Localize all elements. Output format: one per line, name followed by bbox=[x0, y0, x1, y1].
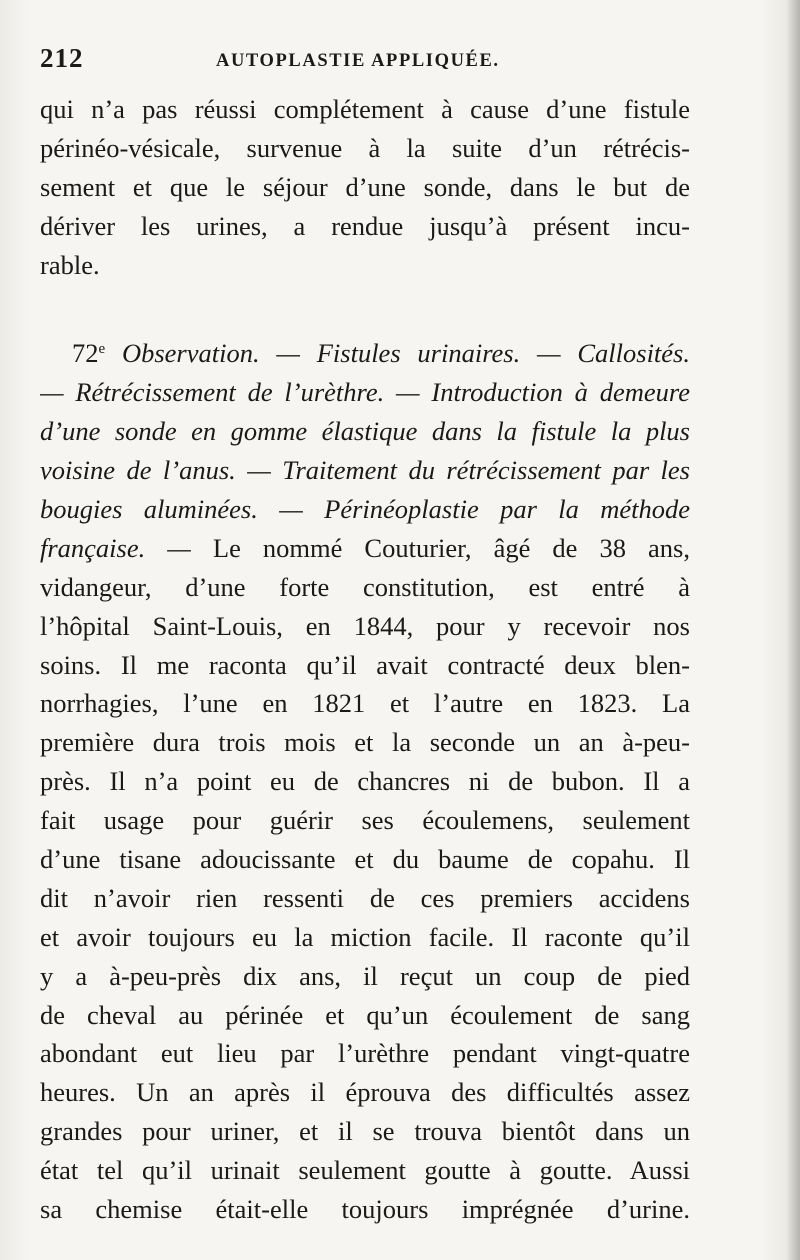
observation-italic-end: française. — bbox=[40, 532, 191, 563]
observation-italic-line: voisine de l’anus. — Traitement du rétrécissement par les bbox=[40, 455, 690, 486]
text-line: près. Il n’a point eu de chancres ni de bubon. Il a bbox=[40, 766, 690, 797]
text-line: et avoir toujours eu la miction facile. Il raconte qu’il bbox=[40, 921, 690, 952]
text-line: sa chemise était-elle toujours imprégnée d’urine. bbox=[40, 1194, 690, 1225]
text-line: première dura trois mois et la seconde un an à-peu- bbox=[40, 727, 690, 758]
text-line: fait usage pour guérir ses écoulemens, seulement bbox=[40, 805, 690, 836]
running-title: AUTOPLASTIE APPLIQUÉE. bbox=[216, 51, 500, 71]
text-line: grandes pour uriner, et il se trouva bientôt dans un bbox=[40, 1116, 690, 1147]
text-line: heures. Un an après il éprouva des difficultés assez bbox=[40, 1077, 690, 1108]
observation-mixed-line bbox=[40, 529, 690, 568]
text-line: norrhagies, l’une en 1821 et l’autre en 1823. La bbox=[40, 688, 690, 719]
text-line: vidangeur, d’une forte constitution, est entré à bbox=[40, 571, 690, 602]
observation-heading-line bbox=[40, 334, 690, 373]
text-line: sement et que le séjour d’une sonde, dans le but de bbox=[40, 171, 690, 202]
observation-italic-line: bougies aluminées. — Périnéoplastie par la méthode bbox=[40, 494, 690, 525]
text-block bbox=[40, 90, 690, 1229]
text-line: dériver les urines, a rendue jusqu’à présent incu- bbox=[40, 210, 690, 241]
text-line: d’une tisane adoucissante et du baume de copahu. Il bbox=[40, 844, 690, 875]
observation-heading: Observation. — Fistules urinaires. — Callosités. bbox=[121, 338, 690, 369]
text-line: état tel qu’il urinait seulement goutte à goutte. Aussi bbox=[40, 1155, 690, 1186]
text-line: dit n’avoir rien ressenti de ces premiers accidens bbox=[40, 882, 690, 913]
text-line: périnéo-vésicale, survenue à la suite d’un rétrécis- bbox=[40, 132, 690, 163]
observation-number: 72 bbox=[72, 338, 99, 369]
text-line: y a à-peu-près dix ans, il reçut un coup de pied bbox=[40, 960, 690, 991]
observation-number-suffix: e bbox=[98, 341, 106, 358]
observation-body-start: Le nommé Couturier, âgé de 38 ans, bbox=[190, 532, 690, 563]
observation-italic-line: d’une sonde en gomme élastique dans la fistule la plus bbox=[40, 416, 690, 447]
text-line: rable. bbox=[40, 249, 100, 280]
text-line: abondant eut lieu par l’urèthre pendant vingt-quatre bbox=[40, 1038, 690, 1069]
text-line: de cheval au périnée et qu’un écoulement de sang bbox=[40, 999, 690, 1030]
observation-paragraph bbox=[40, 334, 690, 1228]
text-line: soins. Il me raconta qu’il avait contracté deux blen- bbox=[40, 649, 690, 680]
page-number: 212 bbox=[40, 43, 84, 73]
text-line: l’hôpital Saint-Louis, en 1844, pour y recevoir nos bbox=[40, 610, 690, 641]
observation-italic-line: — Rétrécissement de l’urèthre. — Introduction à demeure bbox=[40, 377, 690, 408]
running-head bbox=[38, 40, 698, 76]
paragraph-gap bbox=[40, 284, 690, 334]
text-line: qui n’a pas réussi complétement à cause d’une fistule bbox=[40, 94, 690, 124]
paragraph-1 bbox=[40, 90, 690, 284]
page-edge-shadow bbox=[786, 0, 800, 1260]
